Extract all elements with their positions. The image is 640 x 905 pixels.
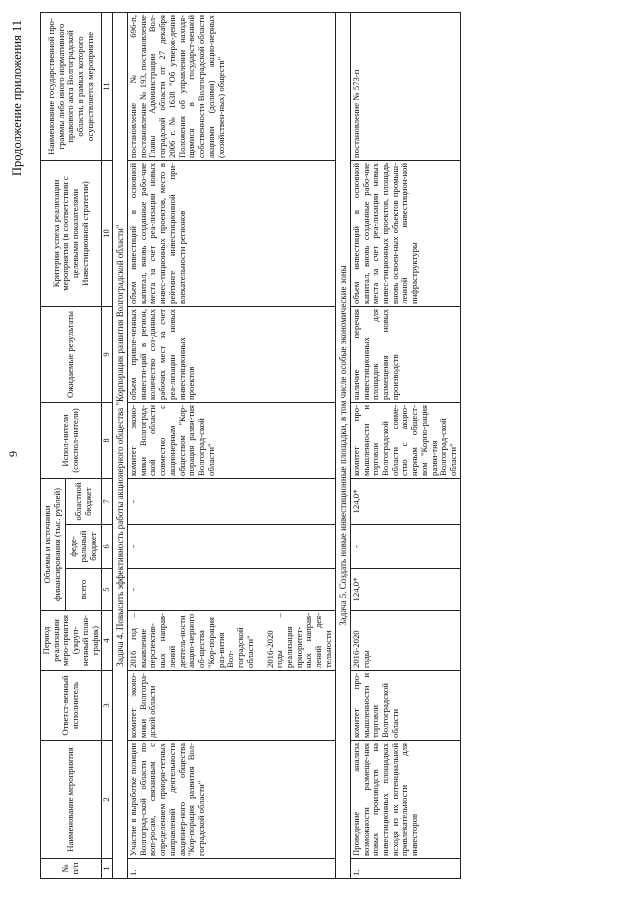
expected-results: объем привле-ченных инвести-ций в регион, количество соз-данных рабочих мест за счет реа-лизации новых инвестиционных проектов <box>128 307 336 403</box>
task-4-title: Задача 4. Повысить эффективность работы акционерного общества "Корпорация развития Волгоградской области" <box>112 13 127 879</box>
col-number: 8 <box>102 403 113 479</box>
task-5-heading-row <box>335 13 350 879</box>
col-number: 6 <box>102 525 113 569</box>
program-reference: постановление № 573-п <box>350 13 460 161</box>
table-row <box>128 13 336 879</box>
success-criteria: объем инвестиций в основной капитал, вновь созданные рабо-чие места за счет реа-лизации новых инвес-тиционных проектов, место в рейтинге инвестиционной при-влекательности регионов <box>128 161 336 307</box>
funding-total: - <box>128 569 336 611</box>
col-header-total: всего <box>66 569 102 611</box>
responsible-executor: комитет эконо-мики Волгогра-дской области <box>128 671 336 741</box>
col-number: 10 <box>102 161 113 307</box>
program-reference: постановление № 696-п, постановление № 193, постановление Главы Администрации Вол-гоградской области от 27 декабря 2006 г. № 1638 "Об утверж-дении Положения об управлении находя-щимися в государст-венной собственности Волгоградской области акциями (долями) акцио-нерных (хозяйствен-ных) обществ" <box>128 13 336 161</box>
period-stage-1: 2016 год – выявление перспектив-ных направ-лений деятель-ности акцио-нерного об-щества "Кор-порация раз-вития Вол-гоградской области" <box>128 613 255 668</box>
col-number: 7 <box>102 479 113 525</box>
continuation-caption: Продолжение приложения 11 <box>10 20 24 177</box>
col-header-regional: областной бюджет <box>66 479 102 525</box>
implementation-period: 2016-2020 годы <box>350 611 460 671</box>
col-number: 3 <box>102 671 113 741</box>
header-row-1 <box>41 13 66 879</box>
col-number: 11 <box>102 13 113 161</box>
responsible-executor: комитет про-мышленности и торговли Волгоградской области <box>350 671 460 741</box>
col-header-num: № п/п <box>41 859 102 879</box>
executors: комитет про-мышленности и торговли Волгоградской области совме-стно с акцио-нерным общест-вом "Корпо-рация разви-тия Волгоград-ской области" <box>350 403 460 479</box>
row-number: 1. <box>128 859 336 879</box>
col-header-criteria: Критерии успеха реализации мероприятия (в соответствии с целевыми показателями Инвестиционной стратегии) <box>41 161 102 307</box>
funding-total: 124,0* <box>350 569 460 611</box>
funding-federal: - <box>350 525 460 569</box>
table-row <box>350 13 460 879</box>
period-stage-2: 2016-2020 годы – реализация приоритет-ных направ-лений дея-тельности <box>264 613 333 668</box>
measure-name: Участие в выработке позиции Волгоград-ской области по воп-росам, связанным с определением приори-тетных направлений деятельности акционер-ного общества "Кор-порация развития Вол-гоградской области" <box>128 741 336 859</box>
funding-regional: 124,0* <box>350 479 460 525</box>
col-header-responsible: Ответст-венный исполнитель <box>41 671 102 741</box>
col-number: 4 <box>102 611 113 671</box>
row-number: 1. <box>350 859 460 879</box>
col-header-executors: Испол-нители (соиспол-нители) <box>41 403 102 479</box>
expected-results: наличие перечня инвестиционных площадок для размещения новых производств <box>350 307 460 403</box>
col-header-financing: Объемы и источники финансирования (тыс. рублей) <box>41 479 66 611</box>
funding-regional: - <box>128 479 336 525</box>
implementation-period <box>128 611 336 671</box>
page-number: 9 <box>6 451 20 457</box>
col-number: 9 <box>102 307 113 403</box>
column-numbers-row <box>102 13 113 879</box>
success-criteria: объем инвестиций в основной капитал, вновь созданные рабо-чие места за счет реа-лизации новых инвес-тиционных проектов, площадь вновь освоен-ных объектов промыш-ленной инвестицион-ной инфраструктуры <box>350 161 460 307</box>
col-header-federal: феде-ральный бюджет <box>66 525 102 569</box>
measures-table <box>40 12 461 879</box>
col-header-program: Наименование государственной про-граммы либо иного нормативного правового акта Волгоградской области, в рамках которого осуществляется мероприятие <box>41 13 102 161</box>
task-5-title: Задача 5. Создать новые инвестиционные площадки, в том числе особые экономические зоны <box>335 13 350 879</box>
executors: комитет эконо-мики Волгоград-ской области совместно с акционерным обществом "Кор-порация разви-тия Волгоград-ской области" <box>128 403 336 479</box>
task-4-heading-row <box>112 13 127 879</box>
col-header-name: Наименование мероприятия <box>41 741 102 859</box>
col-number: 1 <box>102 859 113 879</box>
measure-name: Проведение анализа возможности размеще-ния новых производств на инвестиционных площадках исходя из их потенциальной привлекательности для инвесторов <box>350 741 460 859</box>
col-number: 2 <box>102 741 113 859</box>
funding-federal: - <box>128 525 336 569</box>
col-header-period: Период реализации меро-приятия (укруп-ненный план-график) <box>41 611 102 671</box>
col-number: 5 <box>102 569 113 611</box>
col-header-results: Ожидаемые результаты <box>41 307 102 403</box>
